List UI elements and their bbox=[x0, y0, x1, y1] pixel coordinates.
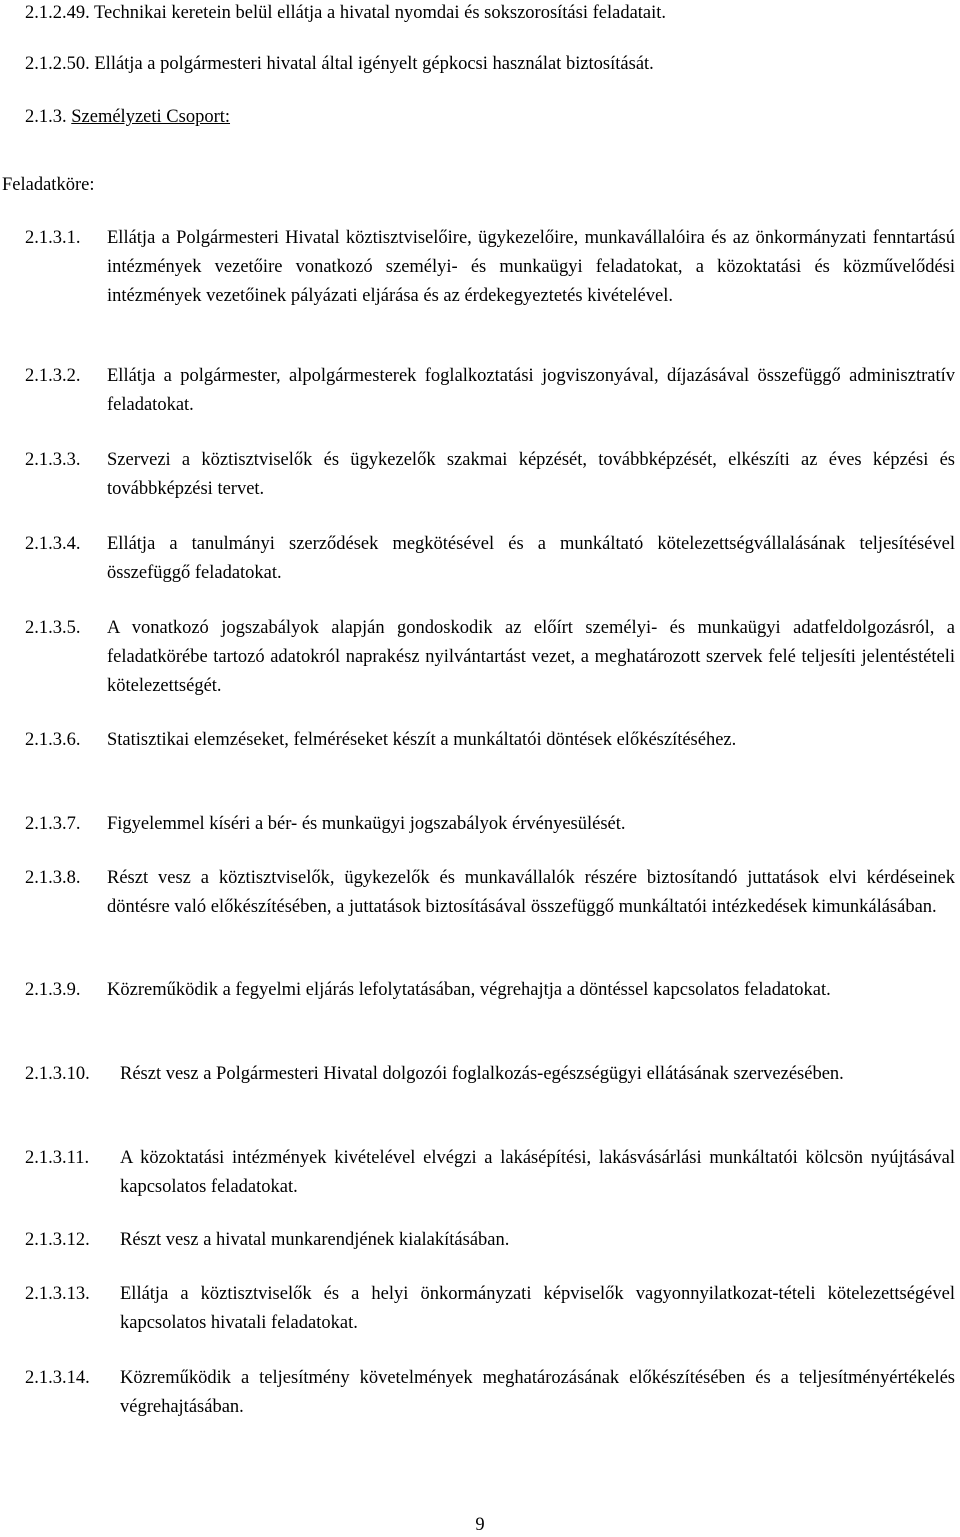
list-item bbox=[25, 1364, 955, 1422]
list-item bbox=[25, 1060, 955, 1089]
item-number: 2.1.3.1. bbox=[25, 228, 81, 248]
item-text: Statisztikai elemzéseket, felméréseket készít a munkáltatói döntések előkészítéséhez. bbox=[107, 730, 737, 750]
list-item bbox=[25, 1144, 955, 1202]
item-number: 2.1.3.3. bbox=[25, 450, 81, 470]
page-number: 9 bbox=[475, 1515, 485, 1535]
item-text: Ellátja a tanulmányi szerződések megkötésével és a munkáltató kötelezettségvállalásának teljesítésével összefüggő feladatokat. bbox=[107, 534, 955, 583]
item-number: 2.1.3.10. bbox=[25, 1064, 90, 1084]
list-item bbox=[25, 864, 955, 922]
item-text: Figyelemmel kíséri a bér- és munkaügyi jogszabályok érvényesülését. bbox=[107, 814, 626, 834]
item-number: 2.1.3.4. bbox=[25, 534, 81, 554]
list-item bbox=[25, 1226, 955, 1255]
list-item bbox=[25, 446, 955, 504]
list-item bbox=[25, 362, 955, 420]
item-number: 2.1.3.8. bbox=[25, 868, 81, 888]
item-text: Közreműködik a teljesítmény követelmények meghatározásának előkészítésében és a teljesítményértékelés végrehajtásában. bbox=[120, 1368, 955, 1417]
item-text: Részt vesz a köztisztviselők, ügykezelők és munkavállalók részére biztosítandó juttatások elvi kérdéseinek döntésre való előkészítésében, a juttatások biztosításával összefüggő munkáltatói intézkedések kimunkálásában. bbox=[107, 868, 955, 917]
section-title: Személyzeti Csoport: bbox=[71, 107, 231, 127]
paragraph-number: 2.1.2.49. bbox=[25, 3, 90, 23]
item-number: 2.1.3.9. bbox=[25, 980, 81, 1000]
item-text: Ellátja a Polgármesteri Hivatal köztisztviselőire, ügykezelőire, munkavállalóira és az önkormányzati fenntartású intézmények vezetőire vonatkozó személyi- és munkaügyi feladatokat, a közoktatási és közművelődési intézmények vezetőinek pályázati eljárása és az érdekegyeztetés kivételével. bbox=[107, 228, 955, 306]
item-text: A vonatkozó jogszabályok alapján gondoskodik az előírt személyi- és munkaügyi adatfeldolgozásról, a feladatkörébe tartozó adatokról naprakész nyilvántartást vezet, a meghatározott szervek felé teljesíti jelentéstételi kötelezettségét. bbox=[107, 618, 955, 696]
item-number: 2.1.3.2. bbox=[25, 366, 81, 386]
item-number: 2.1.3.13. bbox=[25, 1284, 90, 1304]
item-number: 2.1.3.14. bbox=[25, 1368, 90, 1388]
item-text: A közoktatási intézmények kivételével elvégzi a lakásépítési, lakásvásárlási munkáltatói kölcsön nyújtásával kapcsolatos feladatokat. bbox=[120, 1148, 955, 1197]
paragraph-2-1-2-49 bbox=[25, 4, 666, 23]
section-number: 2.1.3. bbox=[25, 107, 67, 127]
responsibilities-label: Feladatköre: bbox=[2, 175, 95, 195]
list-item bbox=[25, 976, 955, 1005]
list-item bbox=[25, 530, 955, 588]
list-item bbox=[25, 810, 955, 839]
item-text: Ellátja a köztisztviselők és a helyi önkormányzati képviselők vagyonnyilatkozat-tételi kötelezettségével kapcsolatos hivatali feladatokat. bbox=[120, 1284, 955, 1333]
paragraph-number: 2.1.2.50. bbox=[25, 54, 90, 74]
list-item bbox=[25, 224, 955, 311]
item-text: Részt vesz a hivatal munkarendjének kialakításában. bbox=[120, 1230, 510, 1250]
item-text: Ellátja a polgármester, alpolgármesterek foglalkoztatási jogviszonyával, díjazásával összefüggő adminisztratív feladatokat. bbox=[107, 366, 955, 415]
item-text: Szervezi a köztisztviselők és ügykezelők szakmai képzését, továbbképzését, elkészíti az éves képzési és továbbképzési tervet. bbox=[107, 450, 955, 499]
item-text: Részt vesz a Polgármesteri Hivatal dolgozói foglalkozás-egészségügyi ellátásának szervezésében. bbox=[120, 1064, 844, 1084]
list-item bbox=[25, 1280, 955, 1338]
list-item bbox=[25, 614, 955, 701]
item-number: 2.1.3.7. bbox=[25, 814, 81, 834]
item-number: 2.1.3.6. bbox=[25, 730, 81, 750]
item-number: 2.1.3.5. bbox=[25, 618, 81, 638]
paragraph-text: Technikai keretein belül ellátja a hivatal nyomdai és sokszorosítási feladatait. bbox=[94, 3, 667, 23]
section-heading bbox=[25, 108, 230, 127]
item-number: 2.1.3.11. bbox=[25, 1148, 90, 1168]
item-text: Közreműködik a fegyelmi eljárás lefolytatásában, végrehajtja a döntéssel kapcsolatos feladatokat. bbox=[107, 980, 831, 1000]
item-number: 2.1.3.12. bbox=[25, 1230, 90, 1250]
paragraph-2-1-2-50 bbox=[25, 55, 654, 74]
list-item bbox=[25, 726, 955, 755]
paragraph-text: Ellátja a polgármesteri hivatal által igényelt gépkocsi használat biztosítását. bbox=[94, 54, 654, 74]
